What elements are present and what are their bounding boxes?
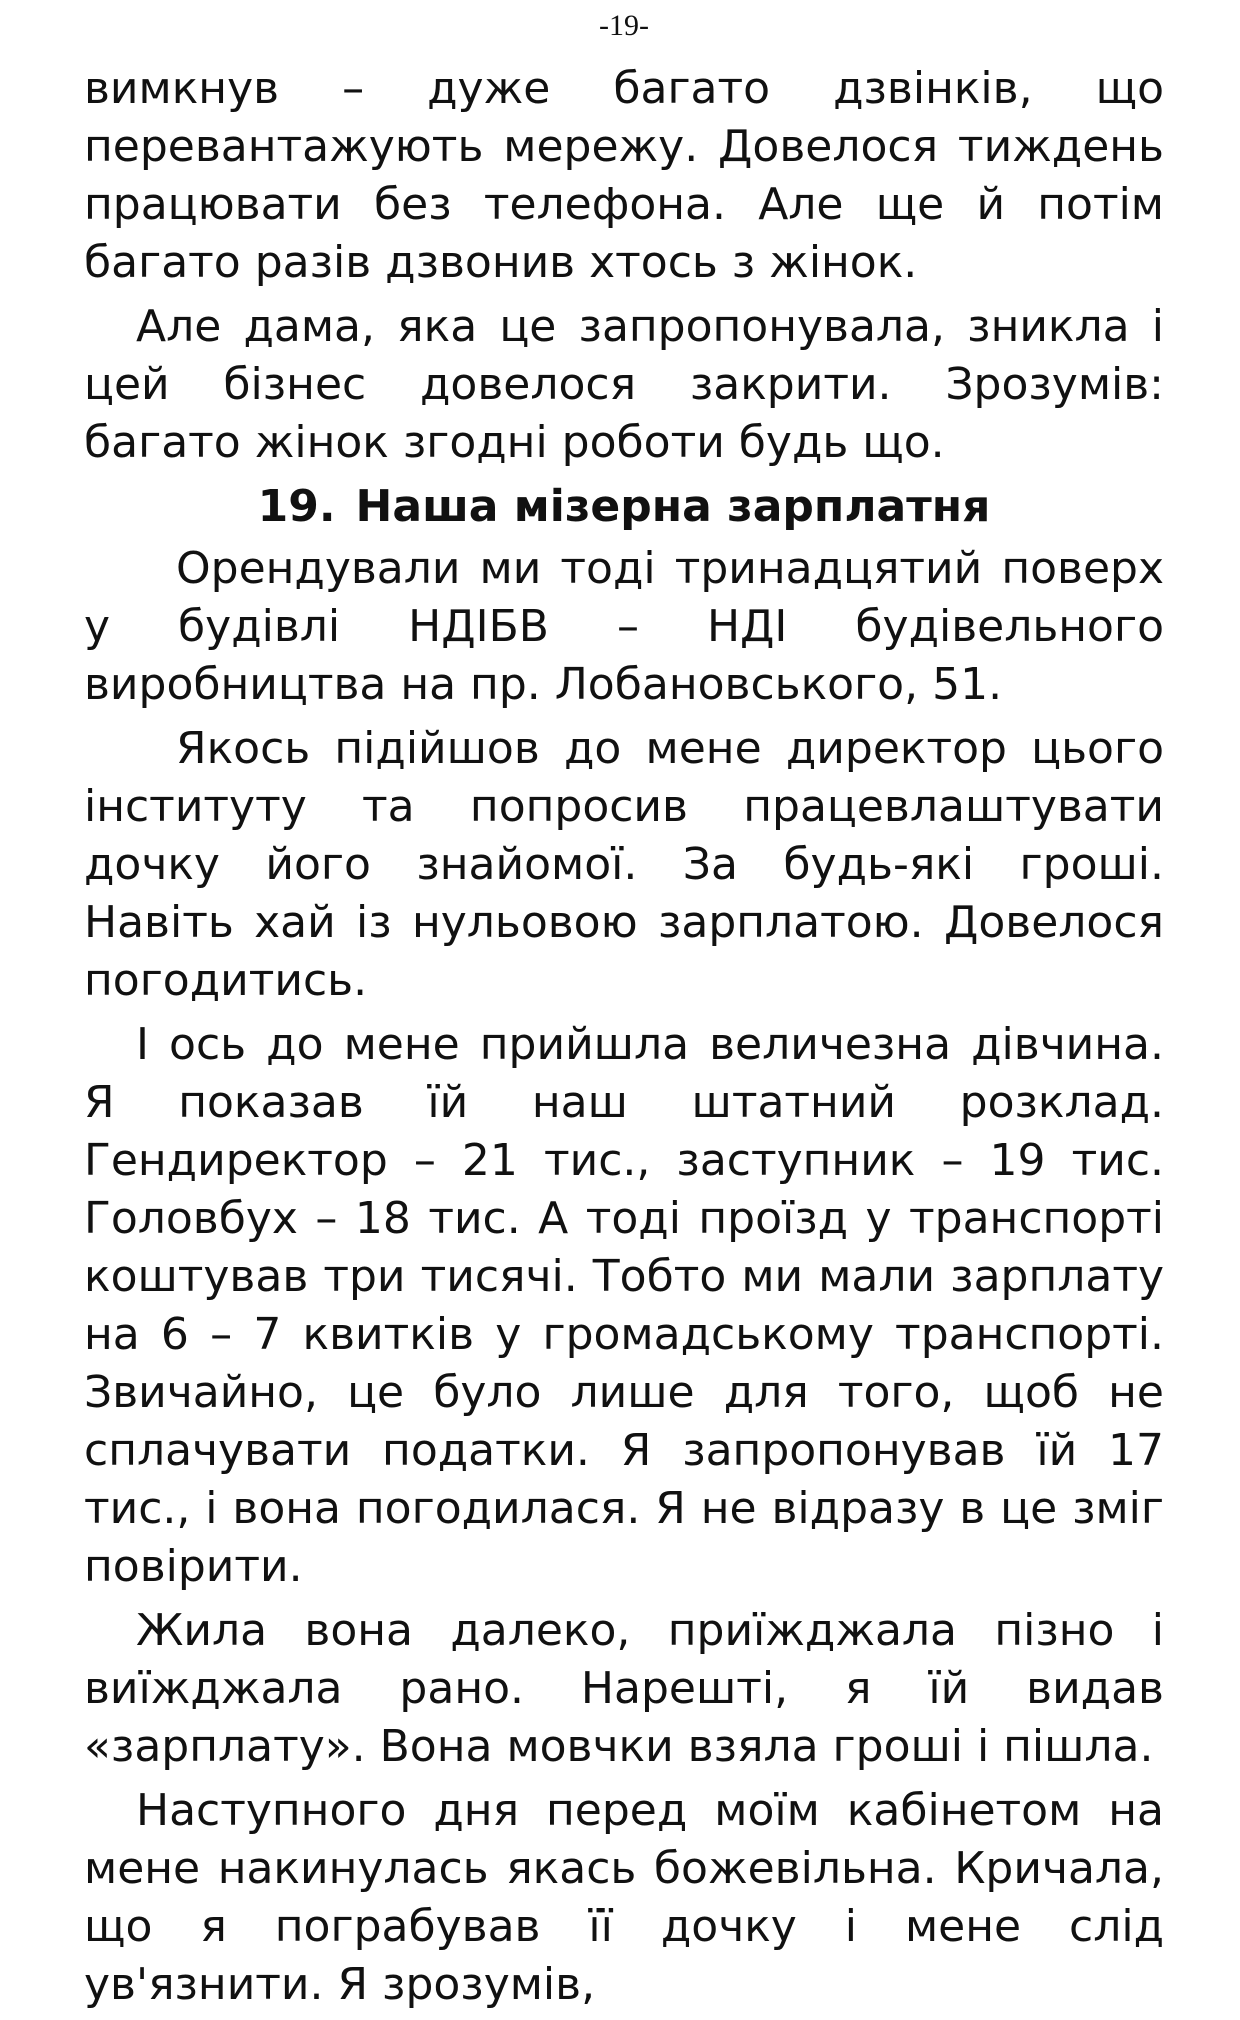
section-heading	[84, 478, 1164, 536]
paragraph: вимкнув – дуже багато дзвінків, що перевантажують мережу. Довелося тиждень працювати без телефона. Але ще й потім багато разів дзвонив хтось з жінок.	[84, 63, 1164, 288]
paragraph: Якось підійшов до мене директор цього інституту та попросив працевлаштувати дочку його знайомої. За будь-які гроші. Навіть хай із нульовою зарплатою. Довелося погодитись.	[84, 723, 1164, 1006]
paragraph: Але дама, яка це запропонувала, зникла і цей бізнес довелося закрити. Зрозумів: багато жінок згодні роботи будь що.	[84, 301, 1164, 468]
page-number: -19-	[599, 9, 649, 42]
paragraph: І ось до мене прийшла величезна дівчина. Я показав їй наш штатний розклад. Гендиректор – 21 тис., заступник – 19 тис. Головбух – 18 тис. А тоді проїзд у транспорті коштував три тисячі. Тобто ми мали зарплату на 6 – 7 квитків у громадському транспорті. Звичайно, це було лише для того, щоб не сплачувати податки. Я запропонував їй 17 тис., і вона погодилася. Я не відразу в це зміг повірити.	[84, 1019, 1164, 1592]
section-title: Наша мізерна зарплатня	[355, 481, 991, 532]
paragraph: Жила вона далеко, приїжджала пізно і виїжджала рано. Нарешті, я їй видав «зарплату». Вона мовчки взяла гроші і пішла.	[84, 1605, 1164, 1772]
paragraph: Наступного дня перед моїм кабінетом на мене накинулась якась божевільна. Кричала, що я пограбував її дочку і мене слід ув'язнити. Я зрозумів,	[84, 1785, 1164, 2010]
paragraph: Орендували ми тоді тринадцятий поверх у будівлі НДІБВ – НДІ будівельного виробництва на пр. Лобановського, 51.	[84, 543, 1164, 710]
body-text	[84, 60, 1164, 2020]
section-number: 19.	[257, 481, 336, 532]
